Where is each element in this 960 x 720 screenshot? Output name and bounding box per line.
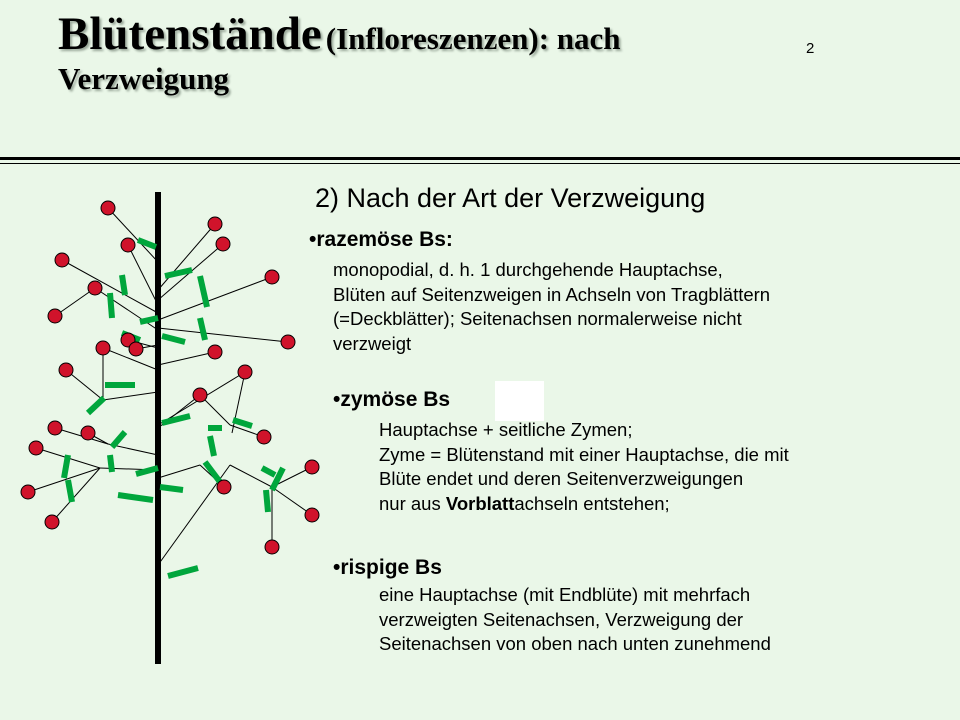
text-line: monopodial, d. h. 1 durchgehende Hauptachse, [333,259,723,280]
flower [121,238,135,252]
flower [48,309,62,323]
bract [118,495,153,500]
text-fragment: nur aus [379,492,446,514]
flower [55,253,69,267]
flower [101,201,115,215]
flower [208,345,222,359]
bract [266,490,268,512]
title-paren: (Infloreszenzen): nach [325,21,621,56]
bract [168,568,198,576]
zymose-title: •zymöse Bs [333,388,451,411]
branch-line [158,465,200,478]
branch-line [158,224,215,290]
text-line: Blüten auf Seitenzweigen in Achseln von Tragblättern [333,283,771,305]
bract [88,398,104,413]
text-line: Zyme = Blütenstand mit einer Hauptachse, die mit [379,443,789,465]
flower [59,363,73,377]
flower [29,441,43,455]
rispig-description [379,583,771,657]
flower [265,270,279,284]
bract [138,240,156,247]
branch-line [158,352,215,365]
text-line: (=Deckblätter); Seitenachsen normalerweise nicht [333,308,742,329]
flower [45,515,59,529]
flower [305,460,319,474]
flower [238,365,252,379]
bract [122,275,125,295]
branch-line [103,392,158,400]
flower [216,237,230,251]
text-fragment: achseln entstehen; [514,492,670,514]
bract [262,468,275,475]
flower [48,421,62,435]
title-main: Blütenstände [58,8,322,60]
bract [162,416,190,423]
bract [200,318,205,340]
text-line: Blüte endet und deren Seitenverzweigungen [379,468,744,489]
text-line [379,492,789,517]
flower [96,341,110,355]
text-line: Seitenachsen von oben nach unten zunehmend [379,633,771,654]
bract [160,487,183,490]
flower [81,426,95,440]
branch-line [158,277,272,320]
bract [165,270,192,276]
text-line: eine Hauptachse (mit Endblüte) mit mehrfach [379,584,751,605]
bract [110,293,112,318]
bract [110,455,112,472]
flower [208,217,222,231]
bract [210,436,214,456]
flower [21,485,35,499]
branch-line [128,245,158,305]
bold-term: Vorblatt [445,492,515,514]
bract [112,432,125,447]
flower [129,342,143,356]
blank-box [495,381,544,421]
page-number: 2 [806,40,815,57]
bract [140,318,158,322]
bract [162,336,185,342]
razemose-title: •razemöse Bs: [309,228,453,251]
flower [88,281,102,295]
razemose-description [333,258,770,356]
bract [68,480,72,502]
flower [281,335,295,349]
text-line: verzweigten Seitenachsen, Verzweigung der [379,608,744,630]
flower [305,508,319,522]
flower [257,430,271,444]
text-line: Hauptachse + seitliche Zymen; [379,419,633,440]
flower [193,388,207,402]
bract [64,455,68,478]
flower [217,480,231,494]
zymose-description [379,418,789,516]
bract [200,276,207,307]
title-second-line: Verzweigung [58,61,230,97]
text-line: verzweigt [333,332,412,354]
section-heading: 2) Nach der Art der Verzweigung [315,183,706,213]
rispig-title: •rispige Bs [333,556,442,579]
bract [233,420,252,426]
flower [265,540,279,554]
